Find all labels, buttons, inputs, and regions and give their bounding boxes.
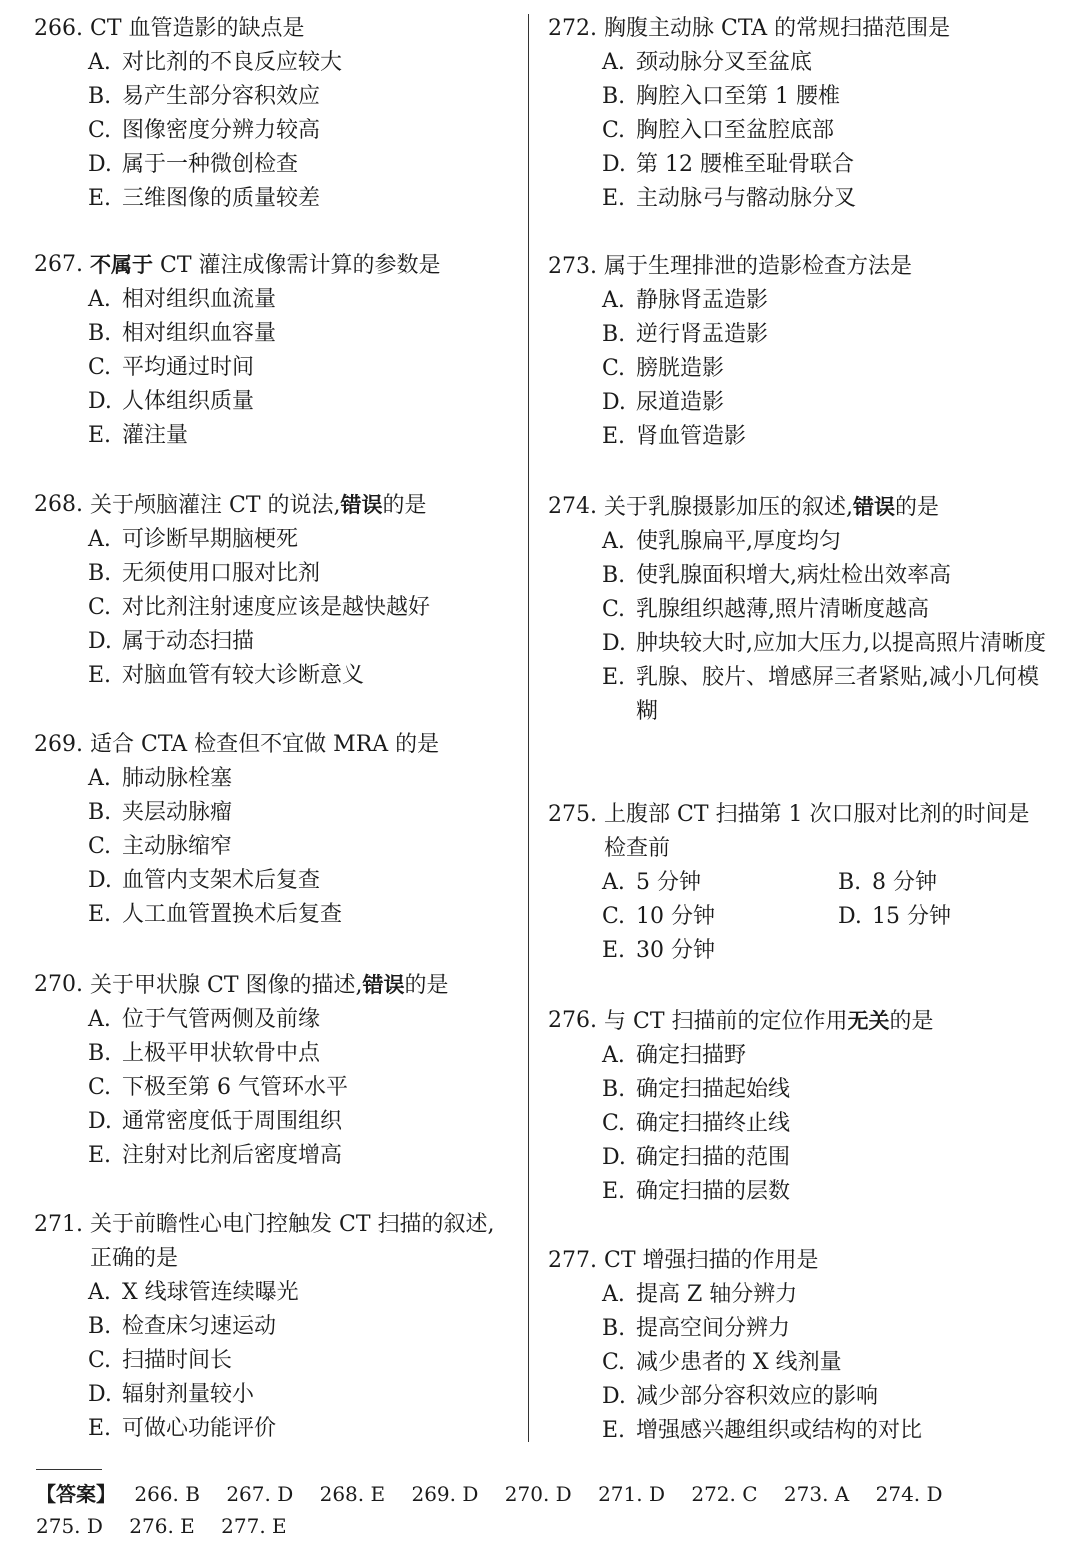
answer-item: 276. E (129, 1514, 195, 1538)
answers-rule (36, 1469, 102, 1470)
question-stem: 适合 CTA 检查但不宜做 MRA 的是 (90, 732, 440, 757)
option-b: B. 逆行肾盂造影 (602, 322, 769, 347)
option-d: D. 确定扫描的范围 (602, 1145, 791, 1170)
option-e: E. 增强感兴趣组织或结构的对比 (602, 1418, 923, 1443)
option-a: A. 肺动脉栓塞 (88, 766, 233, 791)
option-b: B. 易产生部分容积效应 (88, 84, 321, 109)
answer-key-label: 【答案】 (36, 1482, 116, 1506)
question-273 (548, 250, 1048, 490)
option-b: B. 无须使用口服对比剂 (88, 561, 321, 586)
question-number: 268. (34, 492, 83, 517)
answer-item: 268. E (319, 1482, 386, 1506)
option-d: D. 辐射剂量较小 (88, 1382, 255, 1407)
answer-item: 277. E (221, 1514, 287, 1538)
question-number: 274. (548, 494, 597, 519)
question-266 (34, 12, 512, 248)
option-b: B. 确定扫描起始线 (602, 1077, 791, 1102)
question-number: 267. (34, 252, 83, 277)
answer-item: 274. D (875, 1482, 943, 1506)
option-b: B. 检查床匀速运动 (88, 1314, 277, 1339)
option-e: E. 三维图像的质量较差 (88, 186, 321, 211)
option-d: D. 血管内支架术后复查 (88, 868, 321, 893)
option-e: E. 对脑血管有较大诊断意义 (88, 663, 365, 688)
option-c: C. 膀胱造影 (602, 356, 725, 381)
question-number: 266. (34, 16, 83, 41)
option-d: D. 属于一种微创检查 (88, 152, 299, 177)
option-d: D. 15 分钟 (838, 904, 951, 929)
option-b: B. 8 分钟 (838, 870, 937, 895)
option-a: A. 位于气管两侧及前缘 (88, 1007, 321, 1032)
question-stem: CT 增强扫描的作用是 (604, 1248, 819, 1273)
question-number: 270. (34, 972, 83, 997)
answer-item: 267. D (226, 1482, 294, 1506)
option-c: C. 胸腔入口至盆腔底部 (602, 118, 835, 143)
question-number: 269. (34, 732, 83, 757)
option-a: A. 提高 Z 轴分辨力 (602, 1282, 798, 1307)
option-a: A. 颈动脉分叉至盆底 (602, 50, 813, 75)
answer-item: 270. D (504, 1482, 572, 1506)
option-d: D. 尿道造影 (602, 390, 725, 415)
option-c: C. 平均通过时间 (88, 355, 255, 380)
question-269 (34, 728, 512, 968)
question-stem: 上腹部 CT 扫描第 1 次口服对比剂的时间是检查前 (604, 802, 1030, 861)
question-277 (548, 1244, 1048, 1448)
answer-item: 275. D (36, 1514, 103, 1538)
answer-item: 273. A (783, 1482, 850, 1506)
option-d: D. 人体组织质量 (88, 389, 255, 414)
option-a: A. 相对组织血流量 (88, 287, 277, 312)
option-c: C. 对比剂注射速度应该是越快越好 (88, 595, 431, 620)
option-c: C. 扫描时间长 (88, 1348, 233, 1373)
option-b: B. 相对组织血容量 (88, 321, 277, 346)
question-stem: 关于乳腺摄影加压的叙述,错误的是 (604, 495, 940, 520)
option-b: B. 胸腔入口至第 1 腰椎 (602, 84, 840, 109)
answer-item: 269. D (411, 1482, 479, 1506)
option-a: A. 确定扫描野 (602, 1043, 747, 1068)
question-number: 276. (548, 1008, 597, 1033)
question-stem: 胸腹主动脉 CTA 的常规扫描范围是 (604, 16, 951, 41)
option-a: A. 可诊断早期脑梗死 (88, 527, 299, 552)
question-268 (34, 488, 512, 728)
option-c: C. 图像密度分辨力较高 (88, 118, 321, 143)
option-e: E. 灌注量 (88, 423, 189, 448)
option-a: A. 静脉肾盂造影 (602, 288, 769, 313)
option-d: D. 通常密度低于周围组织 (88, 1109, 343, 1134)
question-stem: 属于生理排泄的造影检查方法是 (604, 254, 913, 279)
answer-item: 266. B (134, 1482, 200, 1506)
question-stem: 不属于 CT 灌注成像需计算的参数是 (90, 253, 441, 278)
option-c: C. 主动脉缩窄 (88, 834, 233, 859)
option-a: A. X 线球管连续曝光 (88, 1280, 299, 1305)
option-c: C. 10 分钟 (602, 904, 715, 929)
question-275 (548, 798, 1048, 1004)
question-stem: 关于颅脑灌注 CT 的说法,错误的是 (90, 493, 427, 518)
option-b: B. 提高空间分辨力 (602, 1316, 791, 1341)
option-d: D. 第 12 腰椎至耻骨联合 (602, 152, 854, 177)
question-276 (548, 1004, 1048, 1244)
question-number: 275. (548, 802, 597, 827)
question-271 (34, 1208, 512, 1446)
option-e: E. 人工血管置换术后复查 (88, 902, 343, 927)
answer-item: 272. C (691, 1482, 758, 1506)
option-b: B. 上极平甲状软骨中点 (88, 1041, 321, 1066)
option-e: E. 确定扫描的层数 (602, 1179, 791, 1204)
option-c: C. 减少患者的 X 线剂量 (602, 1350, 842, 1375)
answer-key (36, 1478, 1046, 1542)
question-number: 273. (548, 254, 597, 279)
option-e: E. 乳腺、胶片、增感屏三者紧贴,减小几何模糊 (602, 665, 1039, 724)
question-272 (548, 12, 1048, 250)
question-274 (548, 490, 1048, 798)
option-a: A. 对比剂的不良反应较大 (88, 50, 343, 75)
question-stem: 关于前瞻性心电门控触发 CT 扫描的叙述,正确的是 (90, 1212, 495, 1271)
question-267 (34, 248, 512, 488)
option-d: D. 肿块较大时,应加大压力,以提高照片清晰度 (602, 631, 1046, 656)
option-d: D. 属于动态扫描 (88, 629, 255, 654)
option-e: E. 30 分钟 (602, 938, 715, 963)
right-column (548, 12, 1048, 1448)
question-stem: 关于甲状腺 CT 图像的描述,错误的是 (90, 973, 449, 998)
question-stem: 与 CT 扫描前的定位作用无关的是 (604, 1009, 934, 1034)
question-number: 271. (34, 1212, 83, 1237)
answer-item: 271. D (598, 1482, 665, 1506)
option-e: E. 主动脉弓与髂动脉分叉 (602, 186, 857, 211)
column-divider (528, 14, 529, 1442)
option-b: B. 使乳腺面积增大,病灶检出效率高 (602, 563, 951, 588)
option-c: C. 下极至第 6 气管环水平 (88, 1075, 348, 1100)
option-a: A. 使乳腺扁平,厚度均匀 (602, 529, 841, 554)
option-e: E. 肾血管造影 (602, 424, 747, 449)
left-column (34, 12, 512, 1446)
option-c: C. 确定扫描终止线 (602, 1111, 791, 1136)
option-b: B. 夹层动脉瘤 (88, 800, 233, 825)
option-e: E. 可做心功能评价 (88, 1416, 277, 1441)
question-number: 277. (548, 1248, 597, 1273)
option-d: D. 减少部分容积效应的影响 (602, 1384, 879, 1409)
option-c: C. 乳腺组织越薄,照片清晰度越高 (602, 597, 929, 622)
option-a: A. 5 分钟 (602, 870, 701, 895)
option-e: E. 注射对比剂后密度增高 (88, 1143, 343, 1168)
question-stem: CT 血管造影的缺点是 (90, 16, 305, 41)
question-270 (34, 968, 512, 1208)
question-number: 272. (548, 16, 597, 41)
